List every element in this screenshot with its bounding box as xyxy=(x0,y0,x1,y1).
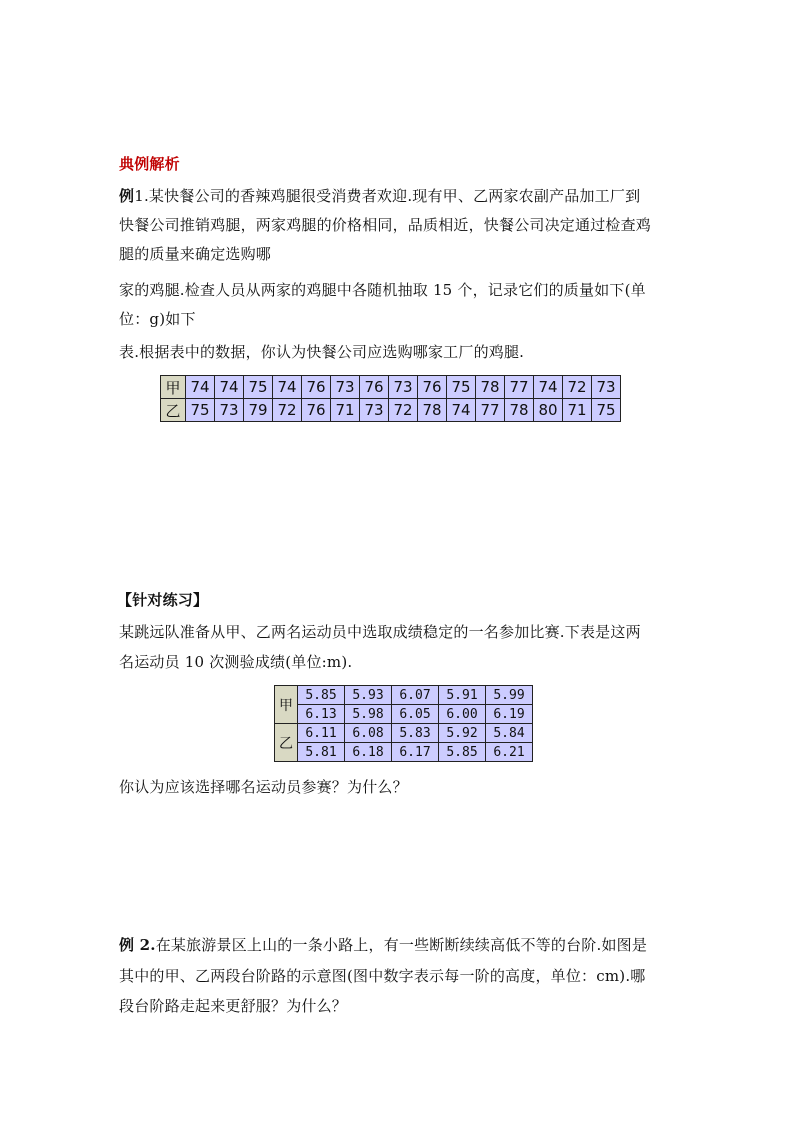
example2-line3: 段台阶路走起来更舒服？为什么？ xyxy=(119,997,348,1015)
table-cell: 78 xyxy=(505,399,534,422)
table-cell: 5.91 xyxy=(439,686,486,705)
example2-line1 xyxy=(119,935,647,955)
table-cell: 76 xyxy=(302,376,331,399)
table-cell: 72 xyxy=(389,399,418,422)
table-row xyxy=(161,399,621,422)
table-cell: 75 xyxy=(447,376,476,399)
table-cell: 5.98 xyxy=(345,705,392,724)
example1-line4: 家的鸡腿.检查人员从两家的鸡腿中各随机抽取 15 个，记录它们的质量如下(单 xyxy=(119,281,646,299)
example1-label: 例 xyxy=(119,187,135,205)
table-cell: 6.21 xyxy=(486,743,533,762)
table-cell: 6.08 xyxy=(345,724,392,743)
table-cell: 5.85 xyxy=(298,686,345,705)
table-cell: 6.05 xyxy=(392,705,439,724)
table-cell: 6.00 xyxy=(439,705,486,724)
table-cell: 75 xyxy=(592,399,621,422)
table-row xyxy=(275,743,533,762)
practice-heading: 【针对练习】 xyxy=(117,591,209,609)
table-cell: 74 xyxy=(534,376,563,399)
example1-line3: 腿的质量来确定选购哪 xyxy=(119,245,272,263)
group-label: 甲 xyxy=(275,686,298,724)
table-cell: 71 xyxy=(331,399,360,422)
table-cell: 73 xyxy=(389,376,418,399)
table-cell: 76 xyxy=(418,376,447,399)
example1-line6: 表.根据表中的数据，你认为快餐公司应选购哪家工厂的鸡腿. xyxy=(119,343,525,361)
table-cell: 5.92 xyxy=(439,724,486,743)
table-cell: 73 xyxy=(592,376,621,399)
example1-text1: 1.某快餐公司的香辣鸡腿很受消费者欢迎.现有甲、乙两家农副产品加工厂到 xyxy=(134,187,641,205)
example1-line5: 位：g)如下 xyxy=(119,310,196,328)
table-cell: 72 xyxy=(273,399,302,422)
table-cell: 5.93 xyxy=(345,686,392,705)
example2-label: 例 2. xyxy=(119,936,156,954)
example2-line2: 其中的甲、乙两段台阶路的示意图(图中数字表示每一阶的高度，单位：cm).哪 xyxy=(119,967,646,985)
table-cell: 5.85 xyxy=(439,743,486,762)
table-cell: 6.13 xyxy=(298,705,345,724)
example2-text1: 在某旅游景区上山的一条小路上，有一些断断续续高低不等的台阶.如图是 xyxy=(155,936,648,954)
long-jump-table xyxy=(274,685,533,762)
section-heading: 典例解析 xyxy=(119,155,180,173)
table-cell: 5.84 xyxy=(486,724,533,743)
table-row xyxy=(161,376,621,399)
chicken-weight-table xyxy=(160,375,621,422)
table-cell: 75 xyxy=(186,399,215,422)
table-row xyxy=(275,686,533,705)
table-cell: 74 xyxy=(215,376,244,399)
table-cell: 73 xyxy=(215,399,244,422)
table-cell: 76 xyxy=(302,399,331,422)
table-cell: 72 xyxy=(563,376,592,399)
table-cell: 74 xyxy=(447,399,476,422)
table-cell: 75 xyxy=(244,376,273,399)
practice-line1: 某跳远队准备从甲、乙两名运动员中选取成绩稳定的一名参加比赛.下表是这两 xyxy=(119,623,641,641)
practice-question: 你认为应该选择哪名运动员参赛？为什么？ xyxy=(119,778,408,796)
row-label: 甲 xyxy=(161,376,186,399)
table-cell: 6.19 xyxy=(486,705,533,724)
table-cell: 77 xyxy=(505,376,534,399)
practice-line2: 名运动员 10 次测验成绩(单位:m). xyxy=(119,653,353,671)
example1-line1 xyxy=(119,186,640,206)
table-cell: 77 xyxy=(476,399,505,422)
table-cell: 78 xyxy=(476,376,505,399)
table-row xyxy=(275,705,533,724)
group-label: 乙 xyxy=(275,724,298,762)
table-cell: 6.07 xyxy=(392,686,439,705)
table-cell: 5.99 xyxy=(486,686,533,705)
example1-line2: 快餐公司推销鸡腿，两家鸡腿的价格相同，品质相近，快餐公司决定通过检查鸡 xyxy=(119,216,652,234)
row-label: 乙 xyxy=(161,399,186,422)
table-cell: 79 xyxy=(244,399,273,422)
table-cell: 76 xyxy=(360,376,389,399)
table-cell: 80 xyxy=(534,399,563,422)
table-cell: 73 xyxy=(360,399,389,422)
table-cell: 6.17 xyxy=(392,743,439,762)
table-cell: 6.11 xyxy=(298,724,345,743)
table-cell: 73 xyxy=(331,376,360,399)
table-cell: 5.81 xyxy=(298,743,345,762)
table-cell: 74 xyxy=(273,376,302,399)
table-cell: 6.18 xyxy=(345,743,392,762)
table-cell: 71 xyxy=(563,399,592,422)
table-cell: 5.83 xyxy=(392,724,439,743)
table-cell: 74 xyxy=(186,376,215,399)
table-cell: 78 xyxy=(418,399,447,422)
table-row xyxy=(275,724,533,743)
